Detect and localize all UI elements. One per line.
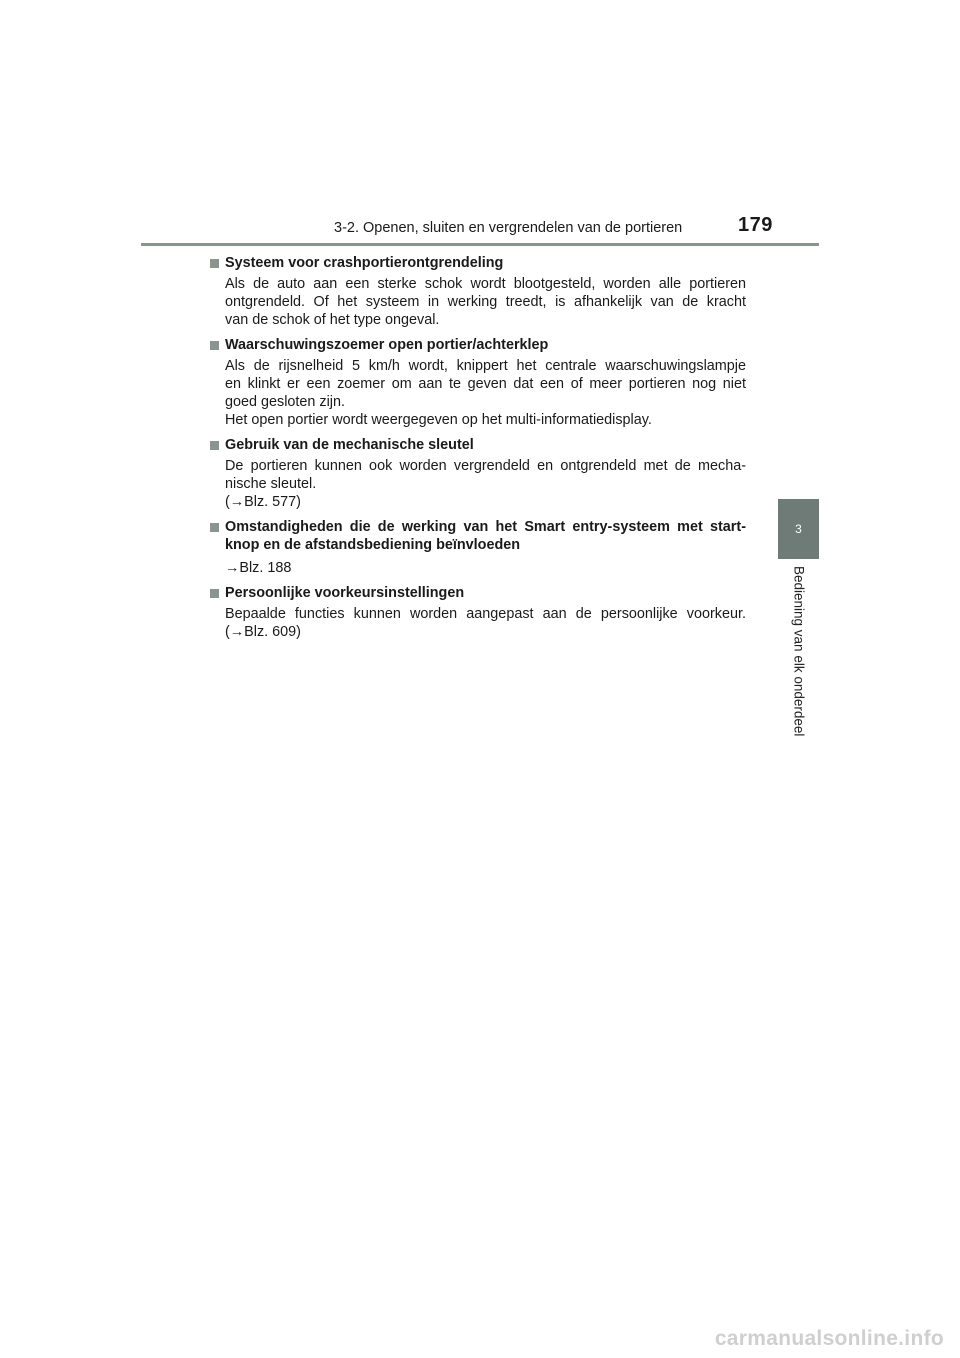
square-bullet-icon xyxy=(210,589,219,598)
section-crash-unlock xyxy=(210,254,746,329)
section-body xyxy=(210,357,746,429)
body-line: goed gesloten zijn. xyxy=(225,394,346,410)
body-line: De portieren kunnen ook worden vergrendeld en ontgrendeld met de mecha- xyxy=(225,458,746,474)
body-line: van de schok of het type ongeval. xyxy=(225,312,440,328)
body-line: Het open portier wordt weergegeven op het multi-informatiedisplay. xyxy=(225,412,652,428)
section-smart-entry-conditions xyxy=(210,518,746,577)
section-heading xyxy=(210,436,746,454)
section-heading-text: Gebruik van de mechanische sleutel xyxy=(225,437,474,453)
section-heading xyxy=(210,518,746,554)
square-bullet-icon xyxy=(210,259,219,268)
header-divider xyxy=(141,243,819,246)
page-number: 179 xyxy=(738,214,773,236)
section-heading-text: Waarschuwingszoemer open portier/achterklep xyxy=(225,337,549,353)
section-mechanical-key xyxy=(210,436,746,511)
square-bullet-icon xyxy=(210,523,219,532)
body-line: nische sleutel. xyxy=(225,476,317,492)
body-line: Als de rijsnelheid 5 km/h wordt, knippert het centrale waarschuwingslampje xyxy=(225,358,746,374)
page-reference: →Blz. 188 xyxy=(225,560,292,576)
section-heading-text: Persoonlijke voorkeursinstellingen xyxy=(225,585,465,601)
square-bullet-icon xyxy=(210,341,219,350)
body-line: Bepaalde functies kunnen worden aangepast aan de persoonlijke voorkeur. xyxy=(225,606,746,622)
body-line: ontgrendeld. Of het systeem in werking treedt, is afhankelijk van de kracht xyxy=(225,294,746,310)
section-door-warning-buzzer xyxy=(210,336,746,429)
body-line: Als de auto aan een sterke schok wordt blootgesteld, worden alle portieren xyxy=(225,276,746,292)
section-body xyxy=(210,275,746,329)
chapter-side-label xyxy=(790,566,808,756)
body-line: en klinkt er een zoemer om aan te geven dat een of meer portieren nog niet xyxy=(225,376,746,392)
page-reference: (→Blz. 577) xyxy=(225,494,301,510)
section-heading xyxy=(210,336,746,354)
section-personal-settings xyxy=(210,584,746,641)
section-heading-text: Systeem voor crashportierontgrendeling xyxy=(225,255,504,271)
section-heading xyxy=(210,254,746,272)
section-body xyxy=(210,605,746,641)
section-body xyxy=(210,559,746,577)
chapter-tab xyxy=(778,499,819,559)
chapter-side-label-text: Bediening van elk onderdeel xyxy=(791,566,807,737)
square-bullet-icon xyxy=(210,441,219,450)
section-heading-text: knop en de afstandsbediening beïnvloeden xyxy=(225,537,521,553)
section-heading xyxy=(210,584,746,602)
watermark: carmanualsonline.info xyxy=(714,1327,944,1350)
section-heading-text: Omstandigheden die de werking van het Smart entry-systeem met start- xyxy=(225,519,746,535)
chapter-tab-number: 3 xyxy=(795,522,802,536)
chapter-title: 3-2. Openen, sluiten en vergrendelen van de portieren xyxy=(334,220,683,236)
page-content xyxy=(210,254,746,648)
page-reference: (→Blz. 609) xyxy=(225,624,301,640)
section-body xyxy=(210,457,746,511)
